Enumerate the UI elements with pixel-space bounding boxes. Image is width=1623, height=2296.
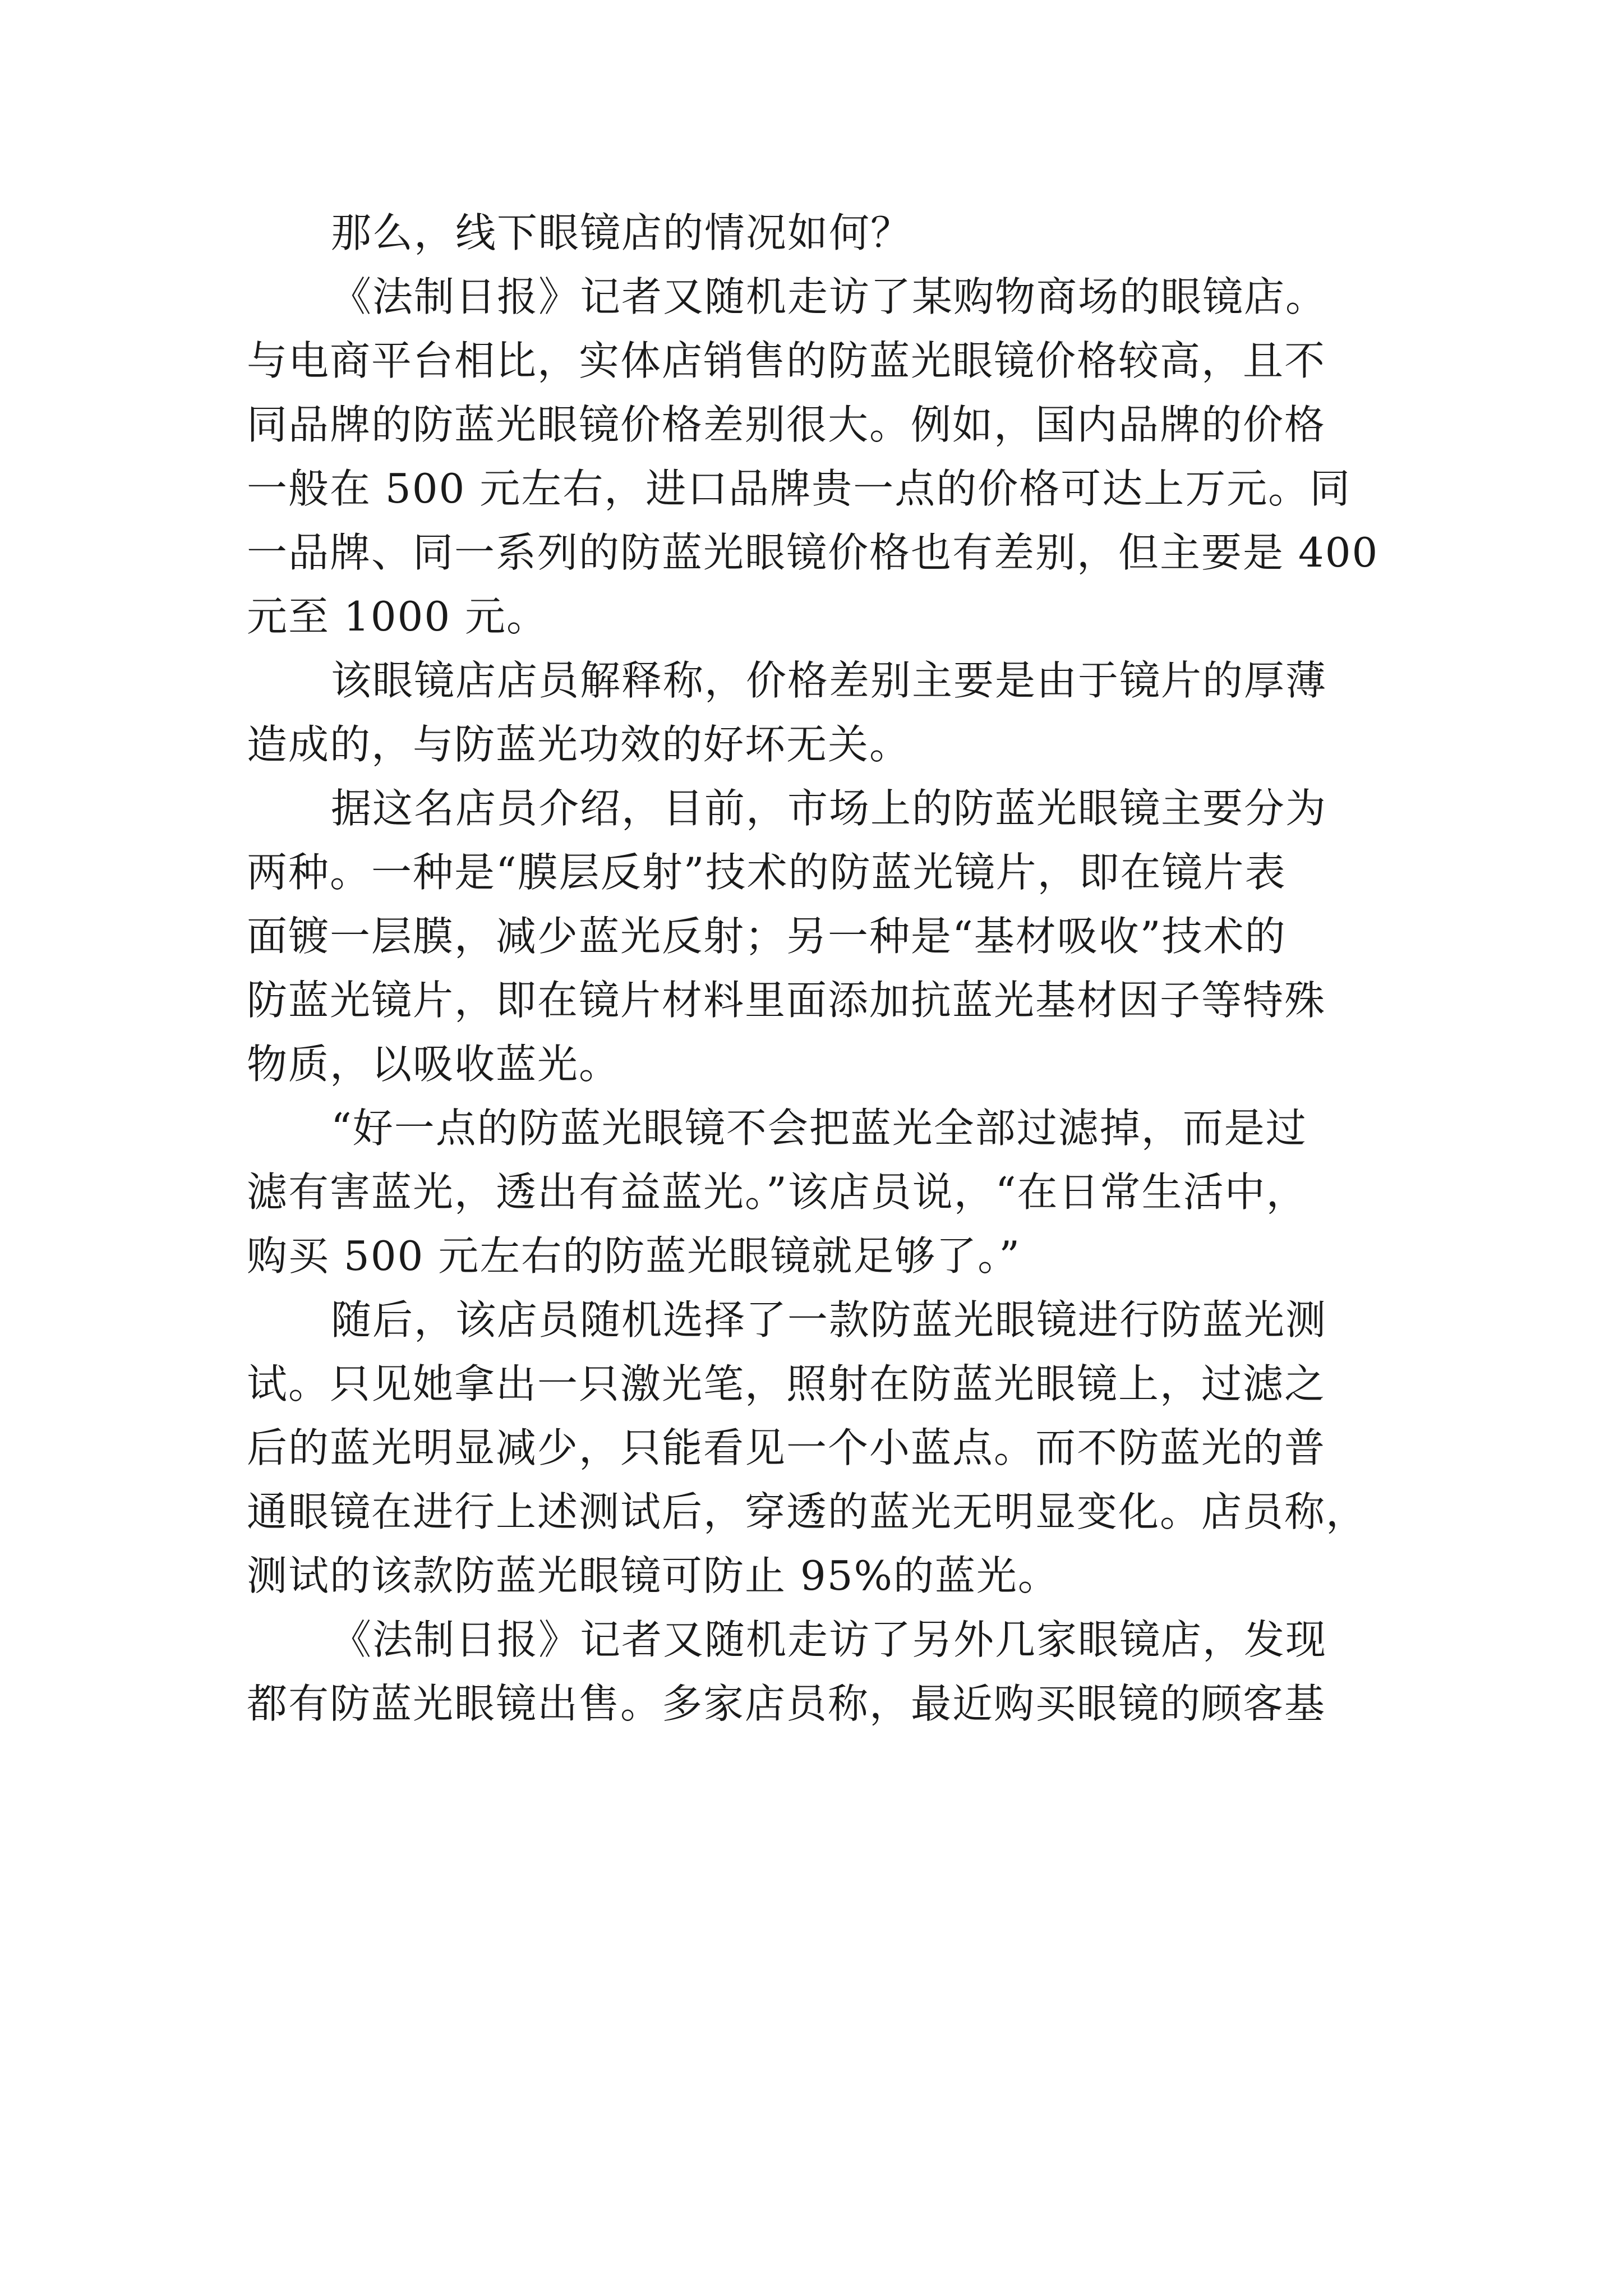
text-line: 造成的，与防蓝光功效的好坏无关。 bbox=[247, 721, 911, 768]
text-line: 与电商平台相比，实体店销售的防蓝光眼镜价格较高，且不 bbox=[247, 337, 1326, 384]
text-line: 物质，以吸收蓝光。 bbox=[247, 1041, 621, 1088]
text-line: 面镀一层膜，减少蓝光反射；另一种是“基材吸收”技术的 bbox=[247, 913, 1287, 960]
text-line: 滤有害蓝光，透出有益蓝光。”该店员说，“在日常生活中， bbox=[247, 1168, 1308, 1216]
text-line: 那么，线下眼镜店的情况如何？ bbox=[331, 209, 912, 256]
text-line: 防蓝光镜片，即在镜片材料里面添加抗蓝光基材因子等特殊 bbox=[247, 977, 1326, 1024]
article-body bbox=[247, 201, 1396, 1736]
text-line: 一品牌、同一系列的防蓝光眼镜价格也有差别，但主要是 400 bbox=[247, 529, 1379, 576]
text-line: 测试的该款防蓝光眼镜可防止 95%的蓝光。 bbox=[247, 1552, 1059, 1599]
text-line: 《法制日报》记者又随机走访了某购物商场的眼镜店。 bbox=[331, 273, 1327, 320]
text-line: 通眼镜在进行上述测试后，穿透的蓝光无明显变化。店员称， bbox=[247, 1488, 1368, 1535]
text-line: 一般在 500 元左右，进口品牌贵一点的价格可达上万元。同 bbox=[247, 465, 1352, 512]
text-line: 随后，该店员随机选择了一款防蓝光眼镜进行防蓝光测 bbox=[331, 1296, 1327, 1343]
text-line: 试。只见她拿出一只激光笔，照射在防蓝光眼镜上，过滤之 bbox=[247, 1360, 1326, 1407]
text-line: 后的蓝光明显减少，只能看见一个小蓝点。而不防蓝光的普 bbox=[247, 1424, 1326, 1471]
text-line: 《法制日报》记者又随机走访了另外几家眼镜店，发现 bbox=[331, 1616, 1327, 1663]
text-line: 该眼镜店店员解释称，价格差别主要是由于镜片的厚薄 bbox=[331, 657, 1327, 704]
text-line: 元至 1000 元。 bbox=[247, 593, 548, 640]
text-line: 两种。一种是“膜层反射”技术的防蓝光镜片，即在镜片表 bbox=[247, 849, 1287, 896]
text-line: 购买 500 元左右的防蓝光眼镜就足够了。” bbox=[247, 1232, 1021, 1280]
text-line: 据这名店员介绍，目前，市场上的防蓝光眼镜主要分为 bbox=[331, 785, 1327, 832]
text-line: “好一点的防蓝光眼镜不会把蓝光全部过滤掉，而是过 bbox=[331, 1105, 1307, 1152]
text-line: 同品牌的防蓝光眼镜价格差别很大。例如，国内品牌的价格 bbox=[247, 401, 1326, 448]
text-line: 都有防蓝光眼镜出售。多家店员称，最近购买眼镜的顾客基 bbox=[247, 1680, 1326, 1727]
